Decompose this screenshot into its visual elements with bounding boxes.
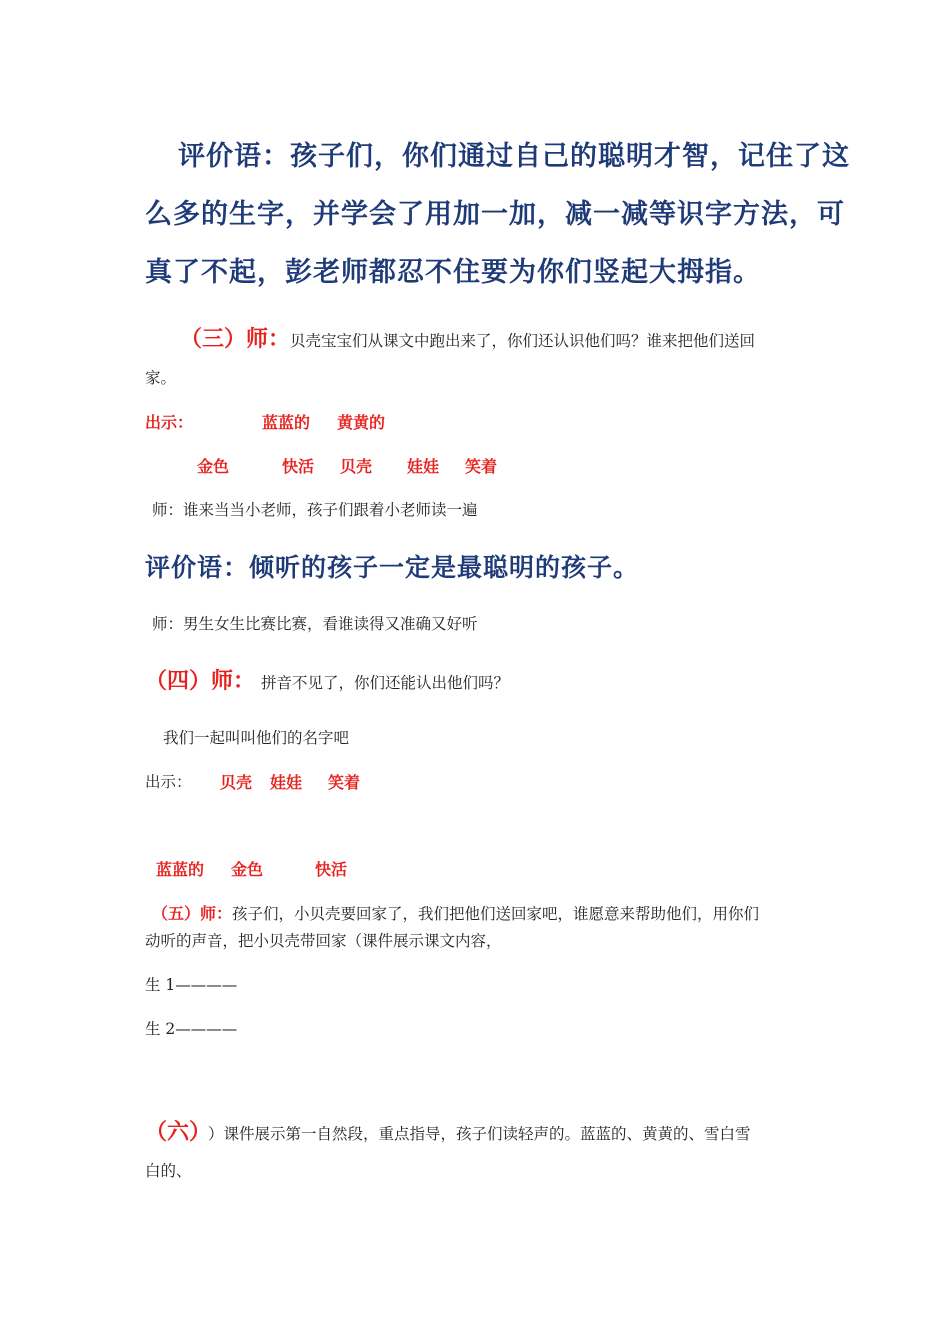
section-4-text: 拼音不见了，你们还能认出他们吗？ (261, 674, 510, 692)
word-card: 娃娃 (407, 457, 440, 476)
call-names-line: 我们一起叫叫他们的名字吧 (163, 729, 350, 747)
show-label-3: 出示： (145, 413, 194, 432)
section-6-text-line-1: ）课件展示第一自然段，重点指导，孩子们读轻声的。蓝蓝的、黄黄的、雪白雪 (208, 1125, 751, 1143)
teacher-line-2: 师：男生女生比赛比赛，看谁读得又准确又好听 (152, 615, 478, 633)
word-card: 金色 (197, 457, 230, 476)
section-5-text-line-1: 孩子们，小贝壳要回家了，我们把他们送回家吧，谁愿意来帮助他们，用你们 (232, 905, 760, 923)
teacher-line-1: 师：谁来当当小老师，孩子们跟着小老师读一遍 (152, 501, 478, 519)
word-card: 娃娃 (270, 773, 303, 792)
section-3-text-line-1: 贝壳宝宝们从课文中跑出来了，你们还认识他们吗？谁来把他们送回 (290, 332, 756, 350)
section-6-label: （六） (145, 1120, 201, 1145)
word-card: 贝壳 (220, 773, 253, 792)
section-6-text-line-2: 白的、 (145, 1162, 192, 1180)
evaluation-line-1: 评价语：孩子们，你们通过自己的聪明才智，记住了这 (178, 141, 850, 172)
word-card: 贝壳 (340, 457, 373, 476)
section-4 (145, 664, 509, 695)
section-3-text-line-2: 家。 (145, 369, 177, 387)
word-card: 笑着 (465, 457, 498, 476)
word-card: 快活 (315, 860, 348, 879)
word-card: 快活 (282, 457, 315, 476)
word-card: 蓝蓝的 (262, 413, 311, 432)
section-6 (145, 1115, 751, 1146)
section-3-label: （三）师： (180, 327, 291, 352)
word-card: 黄黄的 (337, 413, 386, 432)
section-5 (152, 901, 759, 924)
section-4-label: （四）师： (145, 669, 256, 694)
word-card: 蓝蓝的 (156, 860, 205, 879)
section-5-label: （五）师： (152, 904, 233, 923)
evaluation-line-2: 么多的生字，并学会了用加一加，减一减等识字方法，可 (145, 199, 845, 230)
student-2-line: 生 2———— (145, 1020, 238, 1038)
word-card: 金色 (231, 860, 264, 879)
evaluation-2: 评价语：倾听的孩子一定是最聪明的孩子。 (145, 553, 640, 582)
section-3 (180, 322, 755, 353)
section-5-text-line-2: 动听的声音，把小贝壳带回家（课件展示课文内容， (145, 932, 502, 950)
evaluation-line-3: 真了不起，彭老师都忍不住要为你们竖起大拇指。 (145, 257, 761, 288)
word-card: 笑着 (328, 773, 361, 792)
student-1-line: 生 1———— (145, 976, 238, 994)
show-label-4: 出示： (145, 773, 192, 791)
